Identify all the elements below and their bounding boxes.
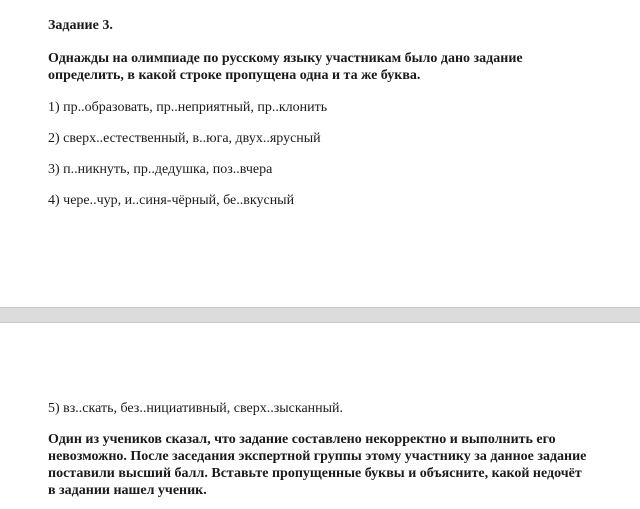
task-title: Задание 3. xyxy=(48,18,113,33)
conclusion-line-4: в задании нашел ученик. xyxy=(48,483,207,498)
option-4: 4) чере..чур, и..синя-чёрный, бе..вкусный xyxy=(48,193,295,208)
document-page-bottom xyxy=(0,323,640,509)
conclusion-line-3: поставили высший балл. Вставьте пропущенные буквы и объясните, какой недочёт xyxy=(48,466,582,481)
option-3: 3) п..никнуть, пр..дедушка, поз..вчера xyxy=(48,162,273,177)
task-intro-line-1: Однажды на олимпиаде по русскому языку участникам было дано задание xyxy=(48,51,523,66)
option-5: 5) вз..скать, без..нициативный, сверх..зысканный. xyxy=(48,401,344,416)
task-intro-line-2: определить, в какой строке пропущена одна и та же буква. xyxy=(48,68,421,83)
option-2: 2) сверх..естественный, в..юга, двух..ярусный xyxy=(48,131,321,146)
option-1: 1) пр..образовать, пр..неприятный, пр..клонить xyxy=(48,100,328,115)
conclusion-line-1: Один из учеников сказал, что задание составлено некорректно и выполнить его xyxy=(48,432,556,447)
page-separator xyxy=(0,307,640,323)
conclusion-line-2: невозможно. После заседания экспертной группы этому участнику за данное задание xyxy=(48,449,587,464)
